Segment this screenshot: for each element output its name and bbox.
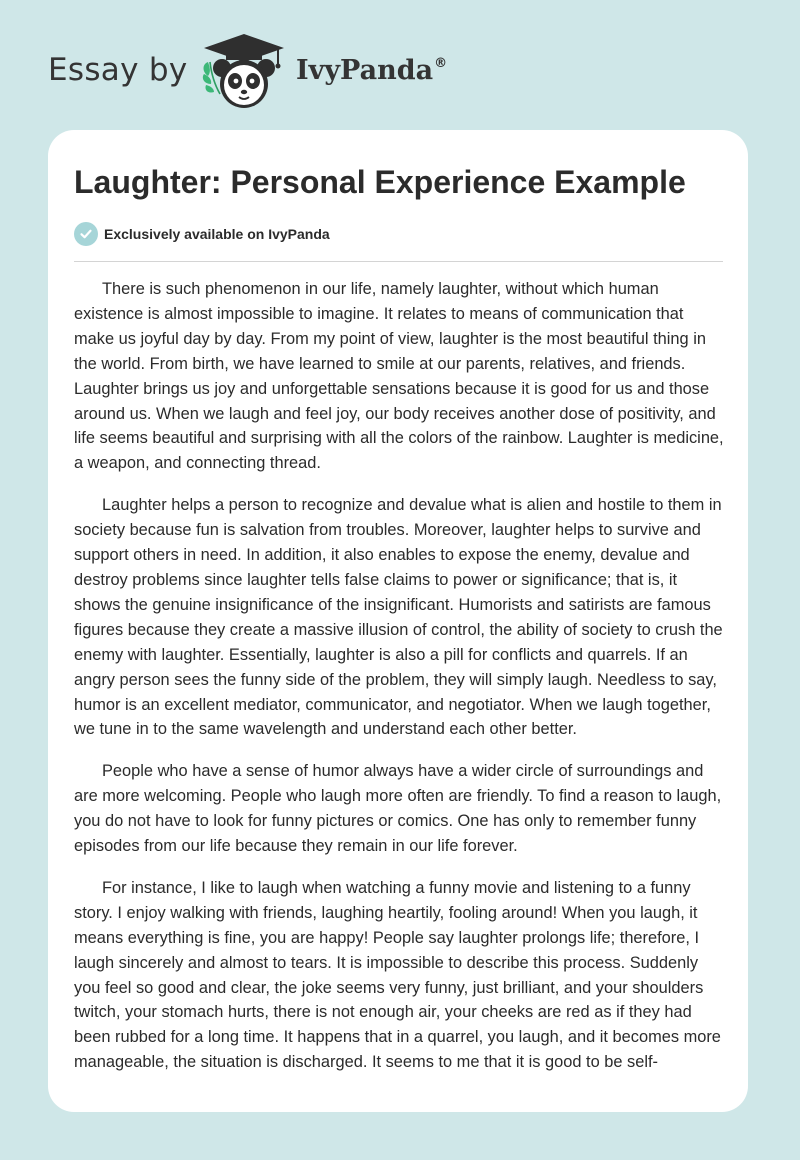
registered-mark: ® [434,56,448,71]
brand-wordmark[interactable] [296,55,447,86]
check-circle-icon [74,222,98,246]
brand-name: IvyPanda [296,55,434,86]
exclusive-badge [74,222,330,246]
panda-logo-icon[interactable] [198,32,290,112]
panda-graduate-icon [198,32,290,112]
title-divider [74,261,723,262]
essay-title: Laughter: Personal Experience Example [74,164,686,200]
exclusive-badge-text: Exclusively available on IvyPanda [104,226,330,242]
paragraph: Laughter helps a person to recognize and devalue what is alien and hostile to them in society because fun is salvation from troubles. Moreover, laughter helps to survive and support others in need. In addition, it also enables to expose the enemy, devalue and destroy problems since laughter tells false claims to power or significance; that is, it shows the genuine insignificance of the insignificant. Humorists and satirists are famous figures because they create a massive illusion of control, the ability of society to crush the enemy with laughter. Essentially, laughter is also a pill for conflicts and quarrels. If an angry person sees the funny side of the problem, they will simply laugh. Needless to say, humor is an excellent mediator, communicator, and negotiator. When we laugh together, we tune in to the same wavelength and understand each other better. [74,496,723,739]
essay-body [74,277,724,1092]
essay-card [48,130,748,1112]
checkmark-icon [79,227,93,241]
site-header [0,0,800,130]
essay-by-label: Essay by [48,52,188,88]
paragraph: For instance, I like to laugh when watching a funny movie and listening to a funny story. I enjoy walking with friends, laughing heartily, fooling around! When you laugh, it means everything is fine, you are happy! People say laughter prolongs life; therefore, I laugh sincerely and almost to tears. It is impossible to describe this process. Suddenly you feel so good and clear, the joke seems very funny, just brilliant, and your shoulders twitch, your stomach hurts, there is not enough air, your cheeks are red as if they had been rubbed for a long time. It happens that in a quarrel, you laugh, and it becomes more manageable, the situation is discharged. It seems to me that it is good to be self- [74,878,721,1072]
paragraph: People who have a sense of humor always have a wider circle of surroundings and are more welcoming. People who laugh more often are friendly. To find a reason to laugh, you do not have to look for funny pictures or comics. One has only to remember funny episodes from our life because they remain in our life forever. [74,762,722,856]
paragraph: There is such phenomenon in our life, namely laughter, without which human existence is almost impossible to imagine. It relates to means of communication that make us joyful day by day. From my point of view, laughter is the most beautiful thing in the world. From birth, we have learned to smile at our parents, relatives, and friends. Laughter brings us joy and unforgettable sensations because it is good for us and those around us. When we laugh and feel joy, our body receives another dose of positivity, and life seems beautiful and surprising with all the colors of the rainbow. Laughter is medicine, a weapon, and connecting thread. [74,280,724,473]
